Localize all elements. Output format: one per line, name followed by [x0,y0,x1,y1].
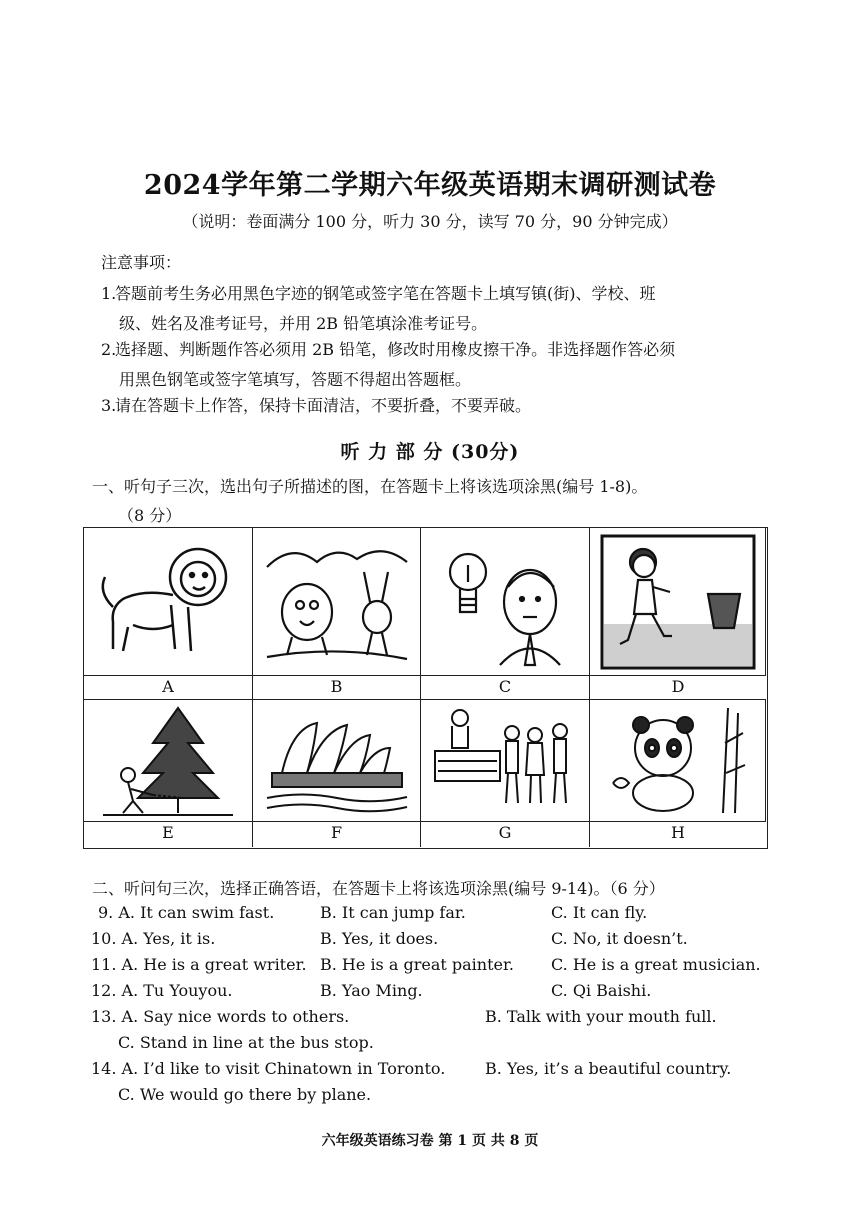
option-b: B. Yao Ming. [320,981,423,1000]
option-b: B. Yes, it’s a beautiful country. [485,1059,732,1078]
note-item [101,335,771,395]
option-c: C. It can fly. [551,903,648,922]
part1-heading: 一、听句子三次，选出句子所描述的图，在答题卡上将该选项涂黑(编号 1-8)。 [92,477,648,496]
picture-label: D [590,676,766,700]
edison-lightbulb-icon [430,537,580,667]
picture-label: G [421,822,590,847]
part2-heading: 二、听问句三次，选择正确答语，在答题卡上将该选项涂黑(编号 9-14)。（6 分） [92,879,665,898]
option-c: C. Qi Baishi. [551,981,652,1000]
option-b: B. Talk with your mouth full. [485,1007,717,1026]
option-b: B. He is a great painter. [320,955,514,974]
option-a: 12. A. Tu Youyou. [91,981,233,1000]
boy-litter-icon [598,532,758,672]
panda-icon [603,703,753,818]
section-title: 听 力 部 分 (30分) [340,441,520,463]
note-number: 2. [101,340,117,359]
option-b: B. It can jump far. [320,903,466,922]
page-title: 2024学年第二学期六年级英语期末调研测试卷 [143,170,717,201]
picture-label: B [253,676,421,700]
picture-label: A [84,676,253,700]
notes-heading: 注意事项： [101,253,182,272]
option-c: C. He is a great musician. [551,955,761,974]
picture-c [421,528,590,676]
note-text-continued: 级、姓名及准考证号，并用 2B 铅笔填涂准考证号。 [119,314,488,333]
picture-h [590,700,766,822]
picture-g [421,700,590,822]
opera-house-icon [262,703,412,818]
note-text: 答题前考生务必用黑色字迹的钢笔或签字笔在答题卡上填写镇(街)、学校、班 [115,284,656,303]
tree-cutting-icon [93,703,243,818]
picture-label: C [421,676,590,700]
option-a: 9. A. It can swim fast. [98,903,275,922]
lion-icon [93,537,243,667]
picture-b [253,528,421,676]
picture-label: H [671,823,685,842]
option-a: 14. A. I’d like to visit Chinatown in Toronto. [91,1059,446,1078]
note-number: 1. [101,284,117,303]
note-text: 请在答题卡上作答，保持卡面清洁，不要折叠，不要弄破。 [115,396,532,415]
picture-a [84,528,253,676]
option-c: C. We would go there by plane. [118,1085,372,1104]
picture-e [84,700,253,822]
note-text: 选择题、判断题作答必须用 2B 铅笔，修改时用橡皮擦干净。非选择题作答必须 [115,340,676,359]
note-item [101,279,771,339]
option-a: 13. A. Say nice words to others. [91,1007,350,1026]
picture-grid [83,527,768,849]
picture-label: E [84,822,253,847]
tortoise-rabbit-icon [262,537,412,667]
page-footer: 六年级英语练习卷 第 1 页 共 8 页 [321,1133,539,1149]
note-number: 3. [101,396,117,415]
option-a: 10. A. Yes, it is. [91,929,216,948]
note-text-continued: 用黑色钢笔或签字笔填写，答题不得超出答题框。 [119,370,472,389]
picture-label: F [253,822,421,847]
queue-counter-icon [430,703,580,818]
part1-score: （8 分） [118,506,182,525]
picture-f [253,700,421,822]
note-item [101,391,771,421]
option-a: 11. A. He is a great writer. [91,955,307,974]
picture-d [590,528,766,676]
option-b: B. Yes, it does. [320,929,439,948]
exam-instructions: （说明：卷面满分 100 分，听力 30 分，读写 70 分，90 分钟完成） [182,212,678,231]
option-c: C. Stand in line at the bus stop. [118,1033,374,1052]
option-c: C. No, it doesn’t. [551,929,688,948]
